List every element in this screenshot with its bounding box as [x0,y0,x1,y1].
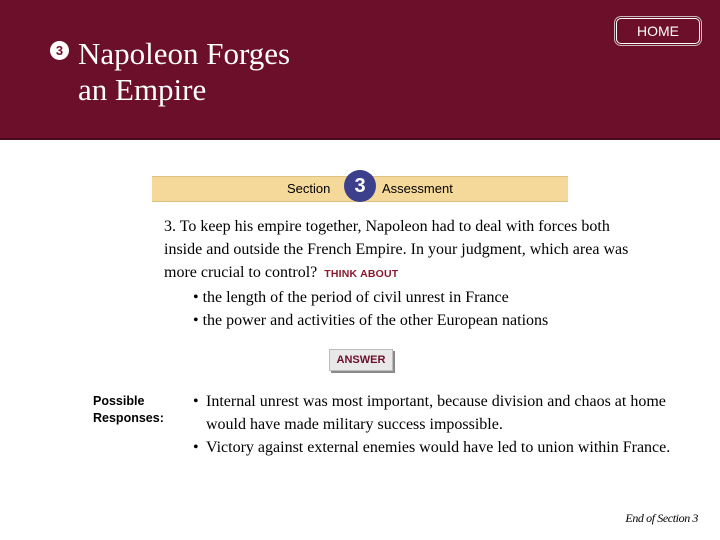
list-item [193,436,673,459]
page-title [78,36,290,108]
home-button[interactable]: HOME [616,18,700,44]
end-of-section-link[interactable]: End of Section 3 [625,511,698,525]
response-text: Internal unrest was most important, because division and chaos at home would have made military success impossible. [206,393,666,433]
bullet-glyph: • [193,393,199,410]
bullet-glyph: • [193,439,199,456]
response-text: Victory against external enemies would have led to union within France. [206,439,671,456]
question-text: 3. To keep his empire together, Napoleon had to deal with forces both inside and outside the French Empire. In your judgment, which area was more crucial to control? [164,218,629,281]
question-text-block [164,215,634,286]
assessment-label: Assessment [382,181,453,196]
assessment-section-number-badge: 3 [344,170,376,202]
think-about-item: • the power and activities of the other European nations [193,312,549,329]
think-about-item: • the length of the period of civil unrest in France [193,289,509,306]
list-item [193,390,673,436]
header-banner [0,0,720,140]
possible-responses-label-line2: Responses: [93,411,164,425]
think-about-label: THINK ABOUT [324,268,399,280]
page-title-line2: an Empire [78,72,207,107]
possible-responses-label-line1: Possible [93,394,145,408]
page-title-line1: Napoleon Forges [78,36,291,71]
think-about-list [193,286,653,332]
possible-responses-label [93,393,164,427]
answer-button[interactable]: ANSWER [329,349,393,371]
section-number-badge: 3 [50,41,69,60]
assessment-section-label: Section [287,181,331,196]
responses-list [193,390,673,459]
